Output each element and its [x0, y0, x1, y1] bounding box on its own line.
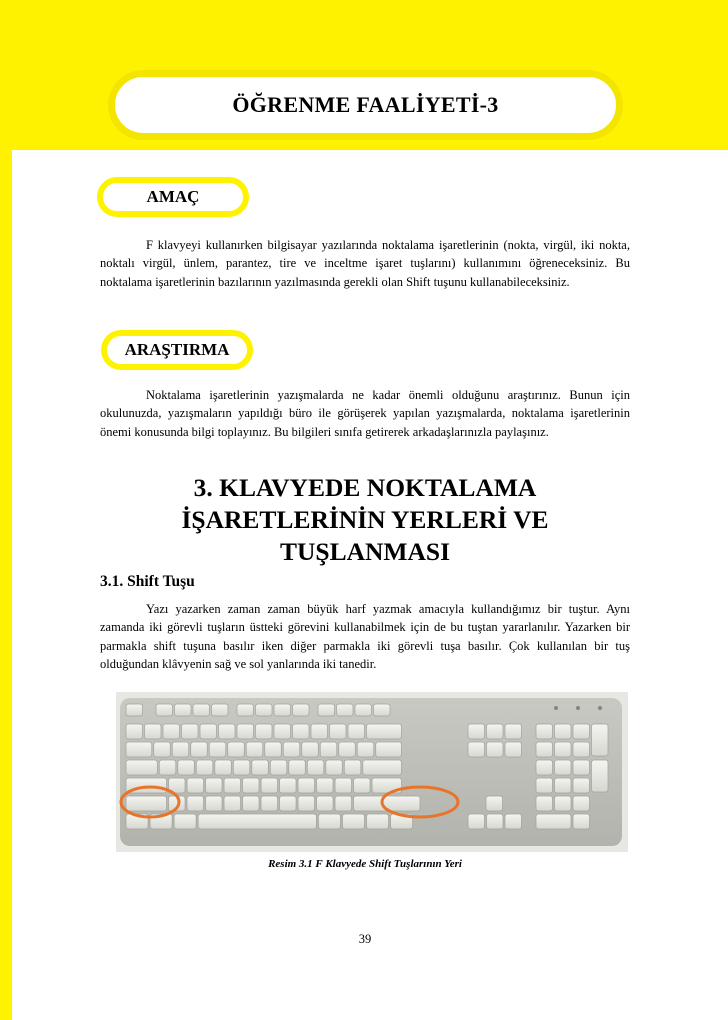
- keyboard-key: [145, 724, 162, 739]
- keyboard-key: [536, 742, 553, 757]
- keyboard-key: [126, 704, 143, 716]
- keyboard-key: [237, 704, 254, 716]
- section-paragraph: [100, 600, 630, 673]
- keyboard-key: [468, 724, 485, 739]
- yellow-left-band: [0, 0, 12, 1020]
- keyboard-key: [348, 724, 365, 739]
- keyboard-key: [156, 704, 173, 716]
- section-heading: 3.1. Shift Tuşu: [100, 573, 195, 590]
- keyboard-key: [233, 760, 250, 775]
- keyboard-key: [592, 724, 609, 756]
- keyboard-key: [307, 760, 324, 775]
- keyboard-key: [206, 796, 223, 811]
- keyboard-key: [289, 760, 306, 775]
- keyboard-key: [243, 778, 259, 793]
- chapter-title: [100, 472, 630, 568]
- keyboard-key: [367, 814, 389, 829]
- keyboard-key: [320, 742, 337, 757]
- arastirma-paragraph: [100, 386, 630, 441]
- keyboard-key: [536, 796, 553, 811]
- keyboard-key: [468, 742, 485, 757]
- amac-heading-box: [97, 177, 249, 217]
- page-number: 39: [358, 932, 372, 946]
- keyboard-key: [367, 724, 402, 739]
- keyboard-key: [317, 796, 334, 811]
- keyboard-key: [573, 760, 590, 775]
- keyboard-key: [293, 704, 310, 716]
- keyboard-key: [487, 724, 504, 739]
- arastirma-text: Noktalama işaretlerinin yazışmalarda ne kadar önemli olduğunu araştırınız. Bunun için okulunuzda, yazışmaların yapıldığı büro ile görüşerek yapılan yazışmalarda, noktalama işaretlerinin önemi konusunda bilgi toplayınız. Bu bilgileri sınıfa getirerek arkadaşlarınızla paylaşınız.: [100, 388, 630, 439]
- keyboard-key: [555, 796, 572, 811]
- keyboard-key: [357, 742, 374, 757]
- keyboard-key: [243, 796, 259, 811]
- keyboard-key: [224, 778, 241, 793]
- keyboard-key: [330, 724, 347, 739]
- keyboard-key: [196, 760, 213, 775]
- keyboard-key: [505, 742, 522, 757]
- keyboard-key: [261, 778, 278, 793]
- keyboard-key: [215, 760, 232, 775]
- keyboard-key: [298, 778, 315, 793]
- keyboard-key: [280, 796, 297, 811]
- keyboard-key: [592, 760, 609, 792]
- keyboard-key: [355, 704, 372, 716]
- keyboard-key: [193, 704, 210, 716]
- keyboard-key: [182, 724, 199, 739]
- amac-text: F klavyeyi kullanırken bilgisayar yazılarında noktalama işaretlerinin (nokta, virgül, iki nokta, noktalı virgül, ünlem, parantez, tire ve inceltme işaret tuşlarını) kullanımını öğreneceksiniz. Bu noktalama işaretlerinin bazılarının yazılmasında gerekli olan Shift tuşunu kullanabileceksiniz.: [100, 238, 630, 289]
- keyboard-key: [468, 814, 485, 829]
- keyboard-key: [555, 742, 572, 757]
- keyboard-key: [337, 704, 354, 716]
- keyboard-key: [298, 796, 315, 811]
- keyboard-key: [487, 742, 504, 757]
- keyboard-key: [274, 704, 291, 716]
- keyboard-key: [335, 778, 352, 793]
- figure-caption: Resim 3.1 F Klavyede Shift Tuşlarının Yeri: [268, 858, 462, 870]
- keyboard-key: [274, 724, 291, 739]
- keyboard-key: [265, 742, 282, 757]
- keyboard-key: [246, 742, 263, 757]
- chapter-title-line-2: İŞARETLERİNİN YERLERİ VE: [181, 505, 549, 534]
- keyboard-key: [228, 742, 245, 757]
- keyboard-key: [219, 724, 236, 739]
- keyboard-key: [174, 814, 196, 829]
- keyboard-key: [318, 814, 340, 829]
- activity-title: ÖĞRENME FAALİYETİ-3: [232, 92, 499, 117]
- keyboard-key: [256, 704, 273, 716]
- keyboard-key: [487, 814, 504, 829]
- keyboard-key: [339, 742, 356, 757]
- keyboard-key: [252, 760, 268, 775]
- keyboard-key: [374, 704, 391, 716]
- keyboard-key: [536, 814, 571, 829]
- keyboard-key: [505, 814, 522, 829]
- keyboard-key: [326, 760, 343, 775]
- keyboard-key: [573, 814, 590, 829]
- keyboard-key: [237, 724, 254, 739]
- keyboard-key: [126, 742, 152, 757]
- keyboard-key: [555, 724, 572, 739]
- keyboard-key: [317, 778, 334, 793]
- keyboard-key: [175, 704, 192, 716]
- keyboard-key: [536, 760, 553, 775]
- keyboard-key: [187, 778, 204, 793]
- keyboard-key: [573, 724, 590, 739]
- indicator-light: [554, 706, 558, 710]
- keyboard-key: [573, 778, 590, 793]
- keyboard-key: [270, 760, 287, 775]
- keyboard-key: [256, 724, 273, 739]
- keyboard-key: [187, 796, 204, 811]
- keyboard-illustration: [116, 692, 628, 852]
- keyboard-key: [206, 778, 223, 793]
- keyboard-key: [536, 724, 553, 739]
- keyboard-key: [178, 760, 195, 775]
- keyboard-key: [191, 742, 208, 757]
- keyboard-key: [200, 724, 217, 739]
- keyboard-key: [486, 796, 503, 811]
- keyboard-key: [293, 724, 310, 739]
- keyboard-key: [555, 778, 572, 793]
- keyboard-key: [311, 724, 328, 739]
- keyboard-key: [154, 742, 171, 757]
- keyboard-key: [555, 760, 572, 775]
- keyboard-key: [283, 742, 300, 757]
- arastirma-heading: ARAŞTIRMA: [124, 340, 230, 359]
- keyboard-key: [198, 814, 316, 829]
- chapter-title-line-1: 3. KLAVYEDE NOKTALAMA: [193, 473, 537, 502]
- keyboard-key: [126, 796, 167, 811]
- chapter-title-line-3: TUŞLANMASI: [279, 537, 451, 566]
- keyboard-key: [212, 704, 229, 716]
- indicator-light: [598, 706, 602, 710]
- keyboard-key: [126, 760, 157, 775]
- keyboard-key: [344, 760, 361, 775]
- arastirma-heading-box: [101, 330, 253, 370]
- keyboard-key: [505, 724, 522, 739]
- keyboard-key: [159, 760, 176, 775]
- keyboard-key: [172, 742, 189, 757]
- keyboard-key: [573, 742, 590, 757]
- keyboard-key: [224, 796, 241, 811]
- amac-paragraph: [100, 236, 630, 291]
- keyboard-key: [280, 778, 297, 793]
- keyboard-key: [354, 778, 371, 793]
- amac-heading: AMAÇ: [146, 187, 200, 206]
- keyboard-key: [163, 724, 180, 739]
- keyboard-key: [302, 742, 319, 757]
- keyboard-key: [363, 760, 402, 775]
- keyboard-key: [209, 742, 226, 757]
- indicator-light: [576, 706, 580, 710]
- keyboard-key: [318, 704, 335, 716]
- keyboard-key: [126, 724, 143, 739]
- section-text: Yazı yazarken zaman zaman büyük harf yazmak amacıyla kullandığımız bir tuştur. Aynı zamanda iki görevli tuşların üstteki görevini kullanabilmek için de bu tuştan yararlanılır. Yazarken bir parmakla shift tuşuna basılır iken diğer parmakla iki görevli tuşa basılır. Çok kullanılan bir tuş olduğundan klâvyenin sağ ve sol yanlarında iki tanedir.: [100, 602, 630, 671]
- keyboard-key: [536, 778, 553, 793]
- keyboard-key: [261, 796, 278, 811]
- activity-title-box: [108, 70, 623, 140]
- keyboard-photo: [116, 692, 628, 852]
- keyboard-key: [376, 742, 402, 757]
- keyboard-key: [335, 796, 352, 811]
- keyboard-key: [342, 814, 364, 829]
- keyboard-key: [573, 796, 590, 811]
